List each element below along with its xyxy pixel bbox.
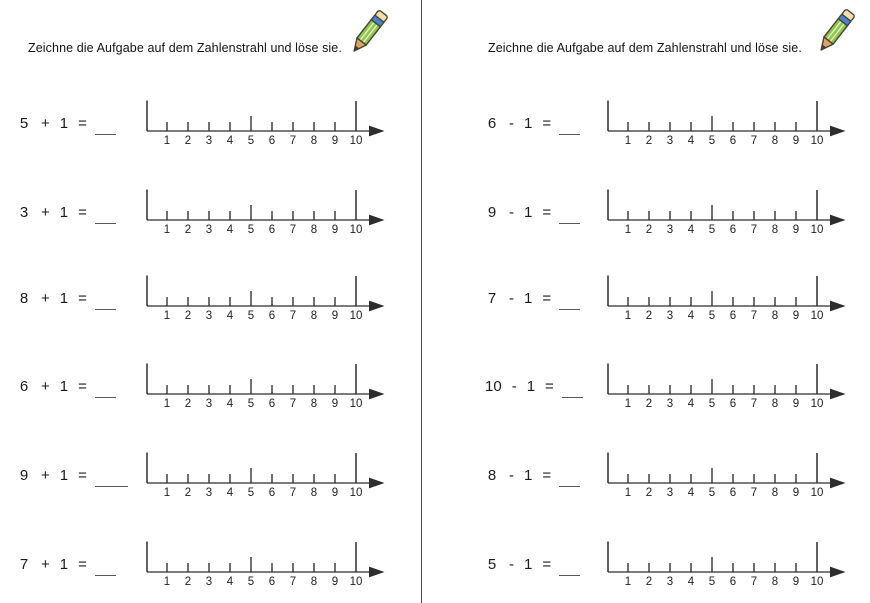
equation-equals: = bbox=[542, 290, 552, 307]
worksheet-column-subtraction bbox=[422, 0, 870, 603]
tick-label: 3 bbox=[205, 135, 213, 147]
tick-label: 9 bbox=[792, 487, 800, 499]
equation-operand1: 8 bbox=[19, 290, 29, 307]
tick-label: 10 bbox=[349, 224, 363, 236]
number-line[interactable] bbox=[145, 94, 395, 150]
equation-equals: = bbox=[78, 467, 87, 484]
tick-label: 3 bbox=[666, 576, 674, 588]
tick-label: 10 bbox=[349, 310, 363, 322]
tick-label: 6 bbox=[268, 224, 276, 236]
tick-label: 9 bbox=[331, 398, 339, 410]
tick-label: 5 bbox=[708, 135, 716, 147]
answer-blank[interactable] bbox=[95, 298, 116, 310]
tick-label: 4 bbox=[687, 310, 695, 322]
number-line-arrowhead bbox=[830, 215, 846, 226]
tick-label: 7 bbox=[750, 310, 758, 322]
column-title: Zeichne die Aufgabe auf dem Zahlenstrahl und löse sie. bbox=[488, 41, 802, 55]
equation-operand1: 7 bbox=[487, 290, 497, 307]
tick-label: 1 bbox=[624, 576, 632, 588]
tick-label: 7 bbox=[289, 576, 297, 588]
tick-label: 7 bbox=[750, 487, 758, 499]
answer-blank[interactable] bbox=[95, 123, 116, 135]
pencil-icon bbox=[811, 2, 861, 60]
number-line-arrowhead bbox=[369, 301, 385, 312]
equation-operator: - bbox=[509, 290, 514, 307]
tick-label: 7 bbox=[289, 310, 297, 322]
tick-label: 5 bbox=[247, 224, 255, 236]
equation-operand1: 9 bbox=[487, 204, 497, 221]
tick-label: 7 bbox=[750, 576, 758, 588]
answer-blank[interactable] bbox=[559, 212, 580, 224]
equation-operator: + bbox=[41, 556, 50, 573]
problem-row bbox=[0, 269, 420, 327]
number-line[interactable] bbox=[145, 535, 395, 591]
tick-label: 9 bbox=[792, 224, 800, 236]
tick-label: 3 bbox=[666, 310, 674, 322]
tick-label: 2 bbox=[645, 487, 653, 499]
answer-blank[interactable] bbox=[559, 475, 580, 487]
tick-label: 7 bbox=[750, 224, 758, 236]
number-line[interactable] bbox=[145, 446, 395, 502]
tick-label: 6 bbox=[729, 310, 737, 322]
tick-label: 4 bbox=[687, 487, 695, 499]
tick-label: 1 bbox=[624, 487, 632, 499]
answer-blank[interactable] bbox=[559, 123, 580, 135]
tick-label: 6 bbox=[268, 135, 276, 147]
tick-label: 4 bbox=[687, 398, 695, 410]
tick-label: 10 bbox=[810, 398, 824, 410]
tick-label: 2 bbox=[184, 398, 192, 410]
tick-label: 5 bbox=[247, 576, 255, 588]
tick-label: 7 bbox=[289, 135, 297, 147]
tick-label: 6 bbox=[729, 576, 737, 588]
tick-label: 10 bbox=[349, 487, 363, 499]
tick-label: 1 bbox=[624, 310, 632, 322]
equation-operand1: 8 bbox=[487, 467, 497, 484]
answer-blank[interactable] bbox=[559, 564, 580, 576]
problem-row bbox=[0, 357, 420, 415]
answer-blank[interactable] bbox=[95, 475, 128, 487]
tick-label: 9 bbox=[331, 224, 339, 236]
tick-label: 6 bbox=[729, 398, 737, 410]
tick-label: 2 bbox=[645, 135, 653, 147]
equation-equals: = bbox=[542, 467, 552, 484]
equation-equals: = bbox=[78, 556, 87, 573]
tick-label: 5 bbox=[708, 398, 716, 410]
tick-label: 9 bbox=[792, 310, 800, 322]
answer-blank[interactable] bbox=[95, 564, 116, 576]
equation-operand1: 6 bbox=[19, 378, 29, 395]
tick-label: 1 bbox=[163, 310, 171, 322]
tick-label: 4 bbox=[226, 224, 234, 236]
problem-row bbox=[422, 269, 870, 327]
equation-operand2: 1 bbox=[59, 378, 69, 395]
number-line-arrowhead bbox=[369, 567, 385, 578]
equation bbox=[17, 116, 116, 132]
equation-operand1: 5 bbox=[19, 115, 29, 132]
problem-row bbox=[422, 535, 870, 593]
tick-label: 8 bbox=[310, 487, 318, 499]
tick-label: 2 bbox=[184, 576, 192, 588]
tick-label: 2 bbox=[645, 576, 653, 588]
equation-operator: - bbox=[511, 378, 517, 395]
tick-label: 6 bbox=[729, 487, 737, 499]
answer-blank[interactable] bbox=[95, 386, 116, 398]
equation-operand2: 1 bbox=[524, 290, 533, 307]
tick-label: 9 bbox=[792, 398, 800, 410]
number-line-arrowhead bbox=[830, 126, 846, 137]
equation-operator: - bbox=[509, 115, 514, 132]
equation-equals: = bbox=[78, 115, 87, 132]
equation-operand2: 1 bbox=[524, 556, 533, 573]
tick-label: 1 bbox=[624, 135, 632, 147]
equation-operand2: 1 bbox=[524, 115, 533, 132]
equation-operand1: 7 bbox=[19, 556, 29, 573]
equation-equals: = bbox=[78, 204, 87, 221]
equation bbox=[17, 557, 116, 573]
tick-label: 4 bbox=[687, 224, 695, 236]
tick-label: 8 bbox=[771, 224, 779, 236]
equation-operand2: 1 bbox=[524, 204, 533, 221]
equation bbox=[485, 205, 580, 221]
tick-label: 1 bbox=[163, 576, 171, 588]
number-line[interactable] bbox=[145, 183, 395, 239]
tick-label: 9 bbox=[331, 135, 339, 147]
number-line[interactable] bbox=[606, 446, 856, 502]
tick-label: 10 bbox=[810, 135, 824, 147]
tick-label: 6 bbox=[729, 224, 737, 236]
tick-label: 3 bbox=[666, 487, 674, 499]
tick-label: 4 bbox=[226, 576, 234, 588]
number-line-arrowhead bbox=[369, 389, 385, 400]
equation-operator: + bbox=[41, 115, 50, 132]
tick-label: 7 bbox=[750, 398, 758, 410]
number-line[interactable] bbox=[606, 357, 856, 413]
tick-label: 6 bbox=[729, 135, 737, 147]
number-line-arrowhead bbox=[369, 478, 385, 489]
equation-equals: = bbox=[78, 378, 87, 395]
equation-equals: = bbox=[542, 556, 552, 573]
number-line[interactable] bbox=[606, 94, 856, 150]
equation-operator: + bbox=[41, 204, 50, 221]
tick-label: 4 bbox=[687, 576, 695, 588]
equation bbox=[17, 379, 116, 395]
number-line[interactable] bbox=[145, 269, 395, 325]
problem-row bbox=[0, 535, 420, 593]
number-line[interactable] bbox=[145, 357, 395, 413]
tick-label: 4 bbox=[226, 487, 234, 499]
tick-label: 3 bbox=[205, 576, 213, 588]
tick-label: 3 bbox=[205, 310, 213, 322]
tick-label: 8 bbox=[771, 135, 779, 147]
tick-label: 4 bbox=[226, 135, 234, 147]
number-line[interactable] bbox=[606, 183, 856, 239]
problem-row bbox=[422, 183, 870, 241]
tick-label: 2 bbox=[645, 310, 653, 322]
tick-label: 8 bbox=[310, 310, 318, 322]
tick-label: 9 bbox=[792, 576, 800, 588]
problem-row bbox=[422, 357, 870, 415]
tick-label: 7 bbox=[289, 487, 297, 499]
tick-label: 10 bbox=[810, 224, 824, 236]
tick-label: 9 bbox=[331, 576, 339, 588]
tick-label: 8 bbox=[771, 487, 779, 499]
tick-label: 9 bbox=[331, 310, 339, 322]
tick-label: 1 bbox=[163, 487, 171, 499]
tick-label: 6 bbox=[268, 487, 276, 499]
worksheet-column-addition bbox=[0, 0, 420, 603]
tick-label: 9 bbox=[792, 135, 800, 147]
tick-label: 3 bbox=[205, 224, 213, 236]
tick-label: 7 bbox=[289, 224, 297, 236]
tick-label: 5 bbox=[247, 398, 255, 410]
tick-label: 2 bbox=[645, 398, 653, 410]
answer-blank[interactable] bbox=[562, 386, 583, 398]
tick-label: 4 bbox=[226, 310, 234, 322]
equation-operand2: 1 bbox=[59, 290, 69, 307]
equation-equals: = bbox=[542, 115, 552, 132]
tick-label: 5 bbox=[708, 224, 716, 236]
tick-label: 5 bbox=[247, 135, 255, 147]
equation-equals: = bbox=[545, 378, 554, 395]
tick-label: 8 bbox=[771, 576, 779, 588]
tick-label: 8 bbox=[310, 576, 318, 588]
number-line[interactable] bbox=[606, 269, 856, 325]
equation bbox=[17, 468, 128, 484]
tick-label: 3 bbox=[666, 398, 674, 410]
tick-label: 6 bbox=[268, 310, 276, 322]
number-line-arrowhead bbox=[830, 301, 846, 312]
equation-operator: + bbox=[41, 378, 50, 395]
equation-operand2: 1 bbox=[59, 467, 69, 484]
tick-label: 10 bbox=[810, 487, 824, 499]
equation bbox=[17, 291, 116, 307]
tick-label: 10 bbox=[349, 398, 363, 410]
equation-operator: + bbox=[41, 467, 50, 484]
tick-label: 8 bbox=[771, 310, 779, 322]
tick-label: 2 bbox=[184, 135, 192, 147]
tick-label: 3 bbox=[205, 398, 213, 410]
tick-label: 2 bbox=[645, 224, 653, 236]
tick-label: 3 bbox=[666, 224, 674, 236]
tick-label: 5 bbox=[708, 310, 716, 322]
tick-label: 7 bbox=[289, 398, 297, 410]
tick-label: 4 bbox=[226, 398, 234, 410]
equation-operand2: 1 bbox=[524, 467, 533, 484]
tick-label: 3 bbox=[205, 487, 213, 499]
tick-label: 7 bbox=[750, 135, 758, 147]
number-line-arrowhead bbox=[830, 478, 846, 489]
number-line-arrowhead bbox=[369, 126, 385, 137]
tick-label: 5 bbox=[247, 487, 255, 499]
equation bbox=[485, 557, 580, 573]
equation bbox=[485, 291, 580, 307]
tick-label: 10 bbox=[349, 576, 363, 588]
tick-label: 2 bbox=[184, 310, 192, 322]
equation-operator: - bbox=[509, 204, 514, 221]
tick-label: 10 bbox=[810, 576, 824, 588]
tick-label: 6 bbox=[268, 398, 276, 410]
tick-label: 10 bbox=[349, 135, 363, 147]
answer-blank[interactable] bbox=[559, 298, 580, 310]
problem-row bbox=[0, 446, 420, 504]
equation-equals: = bbox=[542, 204, 552, 221]
tick-label: 5 bbox=[247, 310, 255, 322]
equation bbox=[485, 116, 580, 132]
tick-label: 1 bbox=[624, 224, 632, 236]
equation-operator: - bbox=[509, 467, 514, 484]
number-line-arrowhead bbox=[830, 567, 846, 578]
number-line-arrowhead bbox=[830, 389, 846, 400]
equation-operand1: 10 bbox=[485, 378, 502, 395]
equation-operand2: 1 bbox=[59, 556, 69, 573]
problem-row bbox=[422, 446, 870, 504]
equation bbox=[17, 205, 116, 221]
tick-label: 1 bbox=[624, 398, 632, 410]
tick-label: 2 bbox=[184, 224, 192, 236]
tick-label: 5 bbox=[708, 576, 716, 588]
equation bbox=[485, 468, 580, 484]
tick-label: 5 bbox=[708, 487, 716, 499]
tick-label: 9 bbox=[331, 487, 339, 499]
equation-operand1: 9 bbox=[19, 467, 29, 484]
equation-operand1: 3 bbox=[19, 204, 29, 221]
equation-operator: + bbox=[41, 290, 50, 307]
tick-label: 2 bbox=[184, 487, 192, 499]
column-title: Zeichne die Aufgabe auf dem Zahlenstrahl und löse sie. bbox=[28, 41, 342, 55]
problem-row bbox=[0, 183, 420, 241]
equation-operand1: 6 bbox=[487, 115, 497, 132]
equation-operator: - bbox=[509, 556, 514, 573]
equation-operand2: 1 bbox=[59, 204, 69, 221]
tick-label: 4 bbox=[687, 135, 695, 147]
equation-operand2: 1 bbox=[59, 115, 69, 132]
problem-row bbox=[0, 94, 420, 152]
tick-label: 1 bbox=[163, 135, 171, 147]
tick-label: 1 bbox=[163, 224, 171, 236]
tick-label: 8 bbox=[310, 224, 318, 236]
tick-label: 8 bbox=[310, 135, 318, 147]
pencil-icon bbox=[344, 3, 394, 61]
tick-label: 6 bbox=[268, 576, 276, 588]
equation-equals: = bbox=[78, 290, 87, 307]
number-line[interactable] bbox=[606, 535, 856, 591]
tick-label: 3 bbox=[666, 135, 674, 147]
equation-operand1: 5 bbox=[487, 556, 497, 573]
equation bbox=[485, 379, 583, 395]
equation-operand2: 1 bbox=[526, 378, 536, 395]
tick-label: 10 bbox=[810, 310, 824, 322]
number-line-arrowhead bbox=[369, 215, 385, 226]
answer-blank[interactable] bbox=[95, 212, 116, 224]
tick-label: 8 bbox=[771, 398, 779, 410]
tick-label: 8 bbox=[310, 398, 318, 410]
tick-label: 1 bbox=[163, 398, 171, 410]
problem-row bbox=[422, 94, 870, 152]
